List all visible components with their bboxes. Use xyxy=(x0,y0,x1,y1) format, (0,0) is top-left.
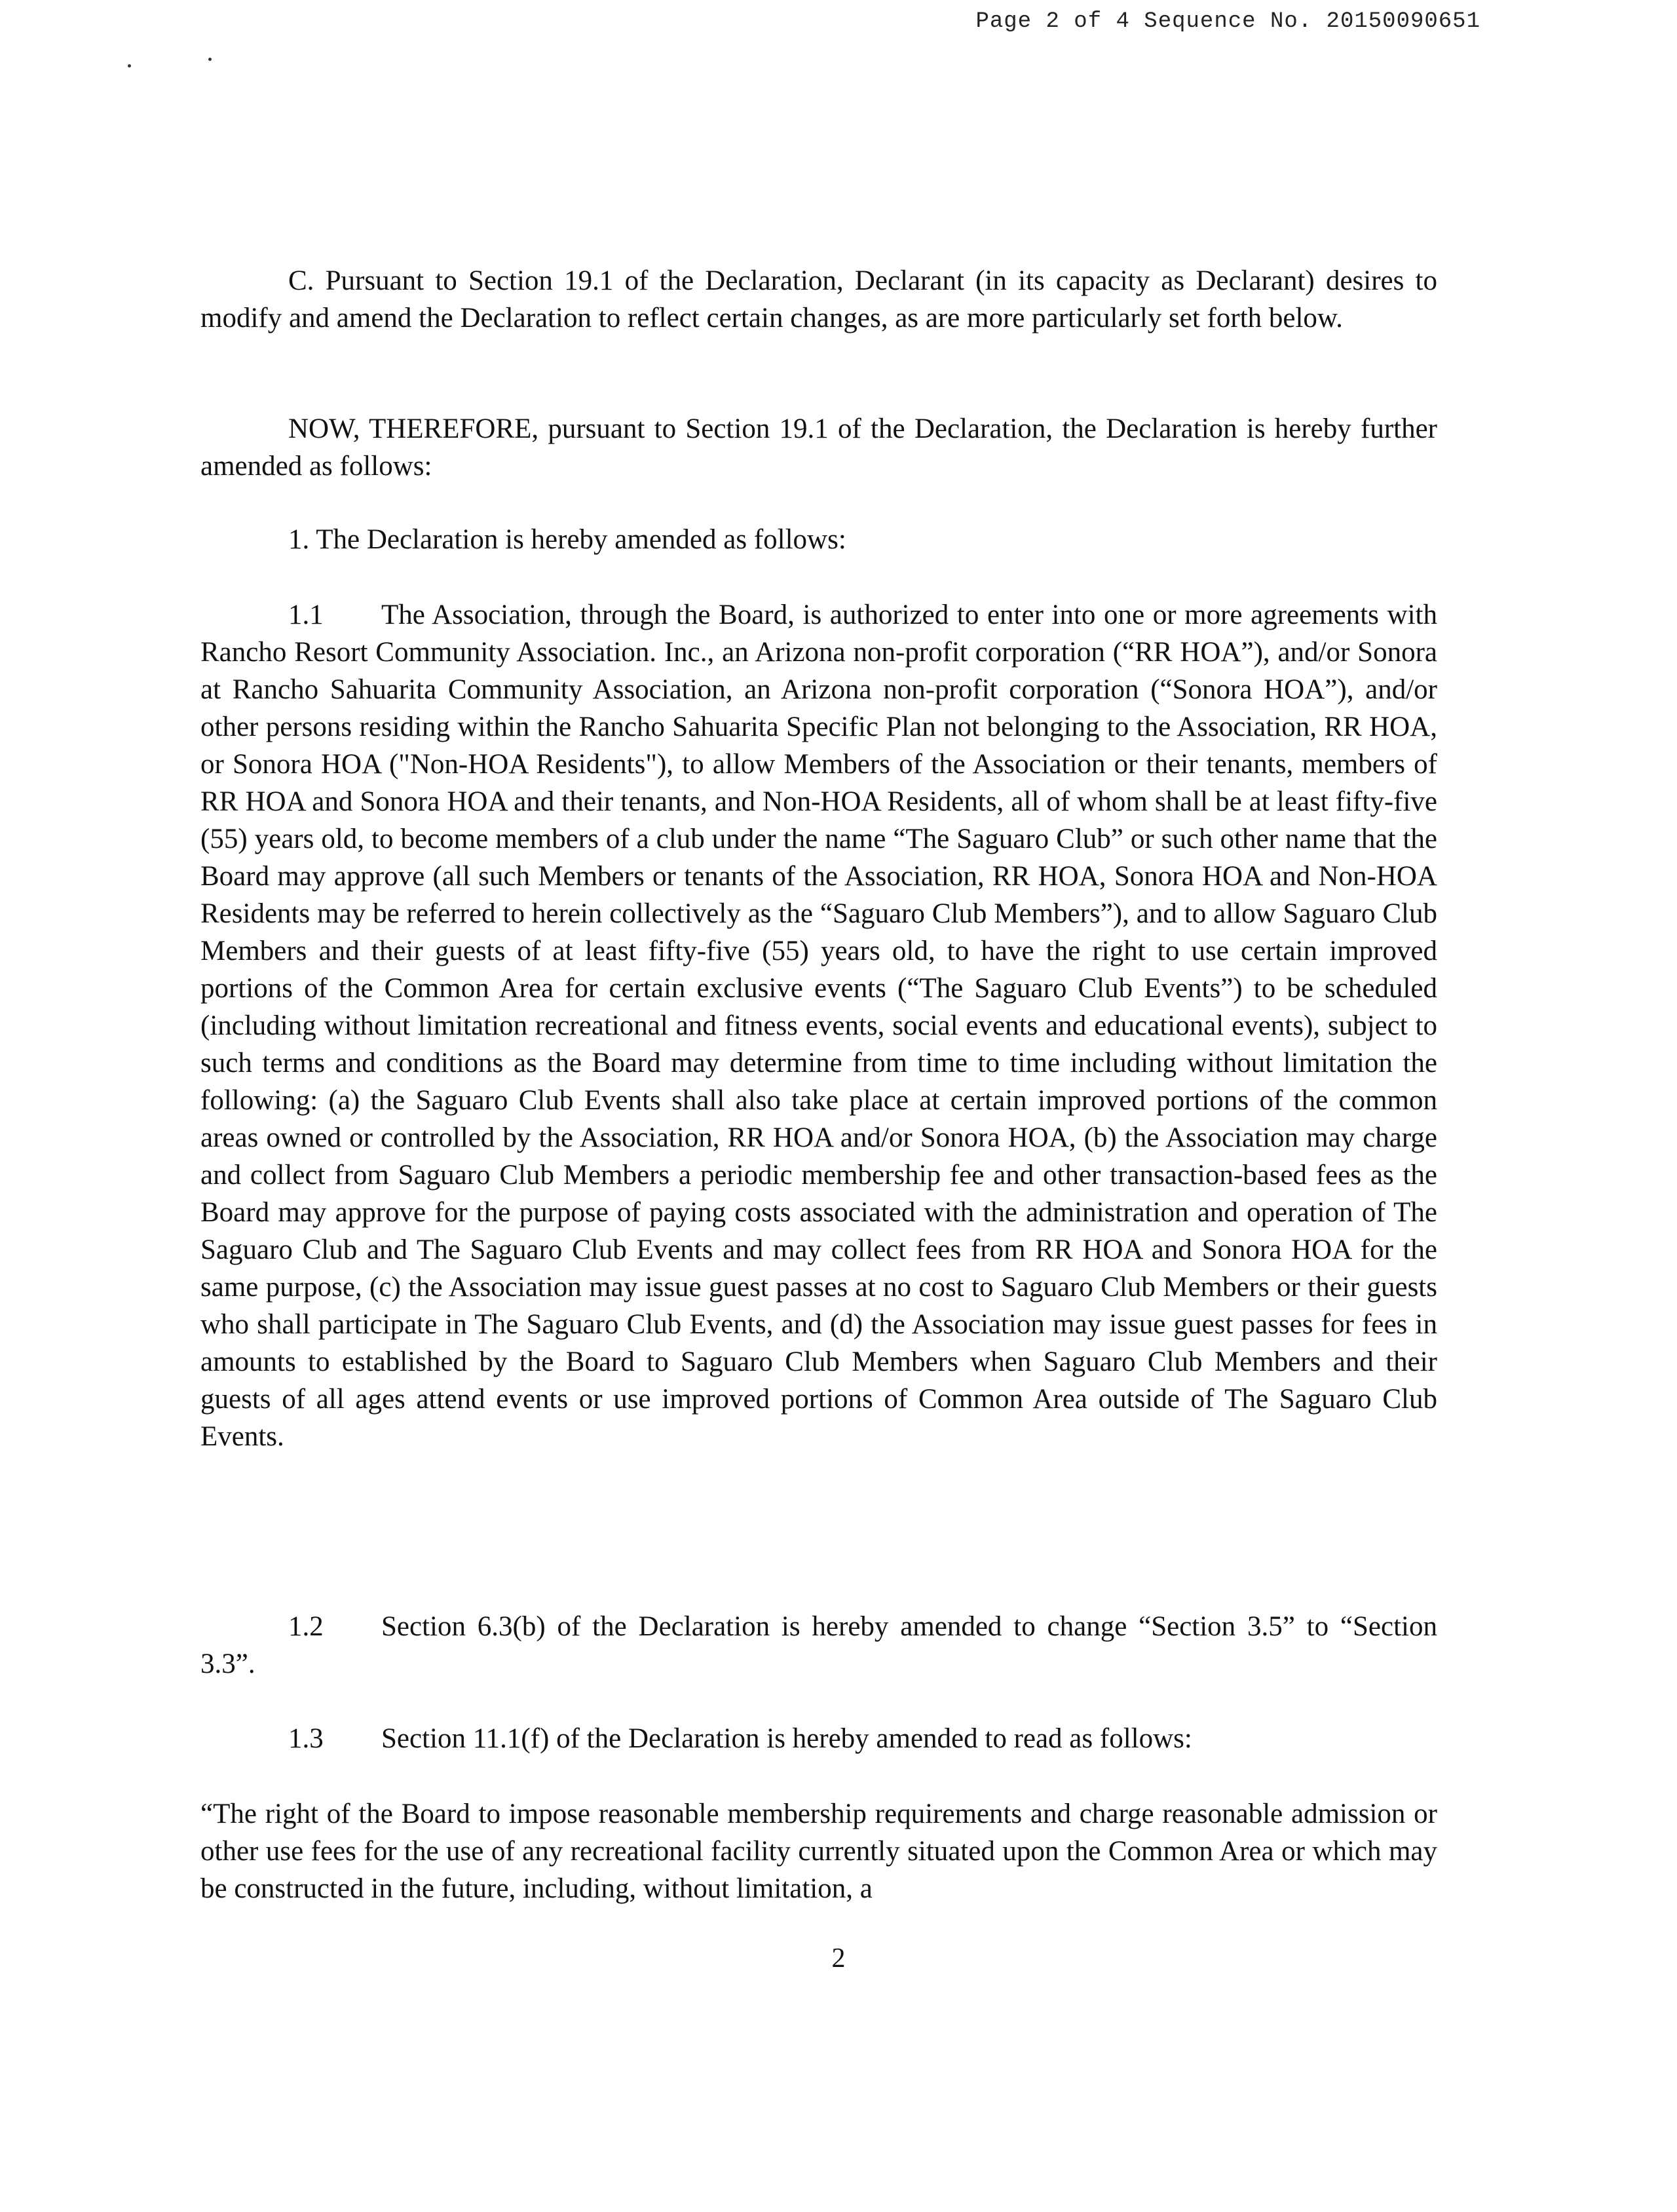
now-therefore-paragraph: NOW, THEREFORE, pursuant to Section 19.1 of the Declaration, the Declaration is hereby further amended as follows: xyxy=(200,413,1437,482)
section-number: 1.3 xyxy=(288,1723,324,1754)
page-header: Page 2 of 4 Sequence No. 20150090651 xyxy=(975,9,1480,34)
section-number: 1.2 xyxy=(288,1611,324,1642)
section-text: The Association, through the Board, is authorized to enter into one or more agreements with Rancho Resort Community Association. Inc., an Arizona non-profit corporation (“RR HOA”), and/or Sonora at Rancho Sahuarita Community Association, an Arizona non-profit corporation (“Sonora HOA”), and/or other persons residing within the Rancho Sahuarita Specific Plan not belonging to the Association, RR HOA, or Sonora HOA ("Non-HOA Residents"), to allow Members of the Association or their tenants, members of RR HOA and Sonora HOA and their tenants, and Non-HOA Residents, all of whom shall be at least fifty-five (55) years old, to become members of a club under the name “The Saguaro Club” or such other name that the Board may approve (all such Members or tenants of the Association, RR HOA, Sonora HOA and Non-HOA Residents may be referred to herein collectively as the “Saguaro Club Members”), and to allow Saguaro Club Members and their guests of at least fifty-five (55) years old, to have the right to use certain improved portions of the Common Area for certain exclusive events (“The Saguaro Club Events”) to be scheduled (including without limitation recreational and fitness events, social events and educational events), subject to such terms and conditions as the Board may determine from time to time including without limitation the following: (a) the Saguaro Club Events shall also take place at certain improved portions of the common areas owned or controlled by the Association, RR HOA and/or Sonora HOA, (b) the Association may charge and collect from Saguaro Club Members a periodic membership fee and other transaction-based fees as the Board may approve for the purpose of paying costs associated with the administration and operation of The Saguaro Club and The Saguaro Club Events and may collect fees from RR HOA and Sonora HOA for the same purpose, (c) the Association may issue guest passes at no cost to Saguaro Club Members or their guests who shall participate in The Saguaro Club Events, and (d) the Association may issue guest passes for fees in amounts to established by the Board to Saguaro Club Members when Saguaro Club Members and their guests of all ages attend events or use improved portions of Common Area outside of The Saguaro Club Events. xyxy=(200,600,1437,1452)
page-number: 2 xyxy=(831,1943,846,1974)
amendment-item-1-1 xyxy=(200,596,1437,1455)
section-text: Section 6.3(b) of the Declaration is hereby amended to change “Section 3.5” to “Section 3.3”. xyxy=(200,1611,1437,1679)
section-text: Section 11.1(f) of the Declaration is hereby amended to read as follows: xyxy=(381,1723,1192,1754)
amendment-item-1-3 xyxy=(200,1720,1437,1757)
scan-speck xyxy=(208,58,212,61)
amendment-item-1-2 xyxy=(200,1608,1437,1683)
quoted-amendment-text: “The right of the Board to impose reasonable membership requirements and charge reasonable admission or other use fees for the use of any recreational facility currently situated upon the Common Area or which may be constructed in the future, including, without limitation, a xyxy=(200,1799,1437,1904)
recital-c-paragraph: C. Pursuant to Section 19.1 of the Declaration, Declarant (in its capacity as Declarant) desires to modify and amend the Declaration to reflect certain changes, as are more particularly set forth below. xyxy=(200,265,1437,334)
scan-speck xyxy=(128,64,131,67)
section-number: 1.1 xyxy=(288,600,324,630)
amendment-item-1: 1. The Declaration is hereby amended as follows: xyxy=(288,524,846,555)
